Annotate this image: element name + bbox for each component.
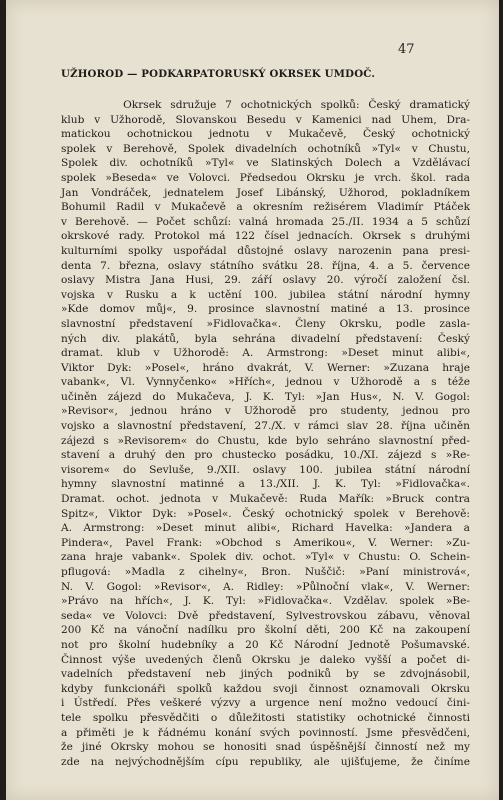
text-line: not pro školní hudebníky a 20 Kč Národní Jednotě Pošumavské.: [61, 638, 470, 651]
text-line: 200 Kč na vánoční nadílku pro školní děti, 200 Kč na zakoupení: [61, 624, 470, 637]
text-line: kdyby funkcionáři spolků každou svoji činnost oznamovali Okrsku: [61, 682, 470, 695]
text-line: pflugová: »Madla z cihelny«, Bron. Nuščič: »Paní ministrová«,: [61, 566, 470, 578]
text-line: tele spolku přesvědčiti o důležitosti statistiky ochotnické činnosti: [61, 711, 470, 724]
text-line: zájezd s »Revisorem« do Chustu, kde bylo sehráno slavnostní před-: [61, 434, 470, 447]
text-line: okrskové rady. Protokol má 122 čísel jednacích. Okrsek s druhými: [61, 230, 470, 243]
text-line: Činnost výše uvedených členů Okrsku je daleko vyšší a počet di-: [61, 653, 470, 666]
text-line: A. Armstrong: »Deset minut alibi«, Richard Havelka: »Jandera a: [61, 522, 470, 535]
text-line: Jan Vondráček, jednatelem Josef Libánský, Užhorod, pokladníkem: [61, 186, 470, 199]
text-line: a přiměti je k řádnému konání svých povinností. Jsme přesvědčeni,: [61, 726, 470, 739]
text-line: Viktor Dyk: »Posel«, hráno dvakrát, V. Werner: »Zuzana hraje: [61, 361, 470, 374]
text-line: Spitz«, Viktor Dyk: »Posel«. Český ochotnický spolek v Berehově:: [61, 507, 470, 520]
text-line: spolek v Berehově, Spolek divadelních ochotníků »Tyl« v Chustu,: [61, 142, 470, 155]
text-line: »Právo na hřích«, J. K. Tyl: »Fidlovačka«. Vzdělav. spolek »Be-: [61, 595, 470, 608]
text-line: Okrsek sdružuje 7 ochotnických spolků: Český dramatický: [61, 99, 470, 111]
text-line: slavnostní představení »Fidlovačka«. Členy Okrsku, podle zasla-: [61, 317, 470, 330]
text-line: Bohumil Radil v Mukačevě a okresním režisérem Vladimír Ptáček: [61, 201, 470, 214]
book-page: [6, 0, 499, 800]
text-line: visorem« do Sevluše, 9./XII. oslavy 100. jubilea státní národní: [61, 463, 470, 476]
text-line: zana hraje vabank«. Spolek div. ochot. »Tyl« v Chustu: O. Schein-: [61, 551, 470, 564]
text-line: zde na nejvýchodnějším cípu republiky, ale ujišťujeme, že činíme: [61, 755, 470, 768]
text-line: Spolek div. ochotníků »Tyl« ve Slatinských Dolech a Vzdělávací: [61, 157, 470, 170]
section-heading: UŽHOROD — PODKARPATORUSKÝ OKRSEK UMDOČ.: [61, 68, 376, 80]
text-line: učiněn zájezd do Mukačeva, J. K. Tyl: »Jan Hus«, N. V. Gogol:: [61, 390, 470, 403]
text-line: vadelních představení neb jiných podniků by se zdvojnásobil,: [61, 668, 470, 681]
text-line: Dramat. ochot. jednota v Mukačevě: Ruda Mařík: »Bruck contra: [61, 493, 470, 506]
text-line: »Revisor«, jednou hráno v Užhorodě pro studenty, jednou pro: [61, 405, 470, 418]
text-line: dramat. klub v Užhorodě: A. Armstrong: »Deset minut alibi«,: [61, 347, 470, 360]
text-line: klub v Užhorodě, Slovanskou Besedu v Kamenici nad Uhem, Dra-: [61, 113, 470, 126]
text-line: hymny slavnostní matinné a 13./XII. J. K. Tyl: »Fidlovačka«.: [61, 478, 470, 491]
text-line: matickou ochotnickou jednotu v Mukačevě, Český ochotnický: [61, 128, 470, 141]
text-line: v Berehově. — Počet schůzí: valná hromada 25./II. 1934 a 5 schůzí: [61, 215, 470, 228]
text-line: Pindera«, Pavel Frank: »Obchod s Amerikou«, V. Werner: »Zu-: [61, 536, 470, 549]
text-line: vojsko a slavnostní představení, 27./X. v rámci slav 28. října učiněn: [61, 420, 470, 433]
text-line: vabank«, Vl. Vynnyčenko« »Hřích«, jednou v Užhorodě a s téže: [61, 376, 470, 389]
text-line: spolek »Beseda« ve Volovci. Předsedou Okrsku je vrch. škol. rada: [61, 171, 470, 184]
text-line: vojska v Rusku a k uctění 100. jubilea státní národní hymny: [61, 288, 470, 301]
text-line: seda« ve Volovci: Dvě představení, Sylvestrovskou zábavu, věnoval: [61, 609, 470, 622]
text-line: N. V. Gogol: »Revisor«, A. Ridley: »Půlnoční vlak«, V. Werner:: [61, 580, 470, 593]
text-line: denta 7. března, oslavy státního svátku 28. října, 4. a 5. července: [61, 259, 470, 272]
page-number: 47: [398, 42, 415, 57]
text-line: že jiné Okrsky mohou se honositi snad úspěšnější činností než my: [61, 741, 470, 754]
body-paragraph: [61, 98, 470, 769]
text-line: oslavy Mistra Jana Husi, 29. září oslavy 20. výročí založení čsl.: [61, 274, 470, 287]
text-line: kulturními spolky uspořádal důstojné oslavy narozenin pana presi-: [61, 244, 470, 257]
text-line: stavení a druhý den pro chustecko posádku, 10./XI. zájezd s »Re-: [61, 449, 470, 462]
text-line: »Kde domov můj«, 9. prosince slavnostní matiné a 13. prosince: [61, 303, 470, 316]
text-line: ných div. plakátů, byla sehrána divadelní představení: Český: [61, 332, 470, 345]
text-line: i Ústředí. Přes veškeré výzvy a urgence není možno vedoucí čini-: [61, 697, 470, 710]
